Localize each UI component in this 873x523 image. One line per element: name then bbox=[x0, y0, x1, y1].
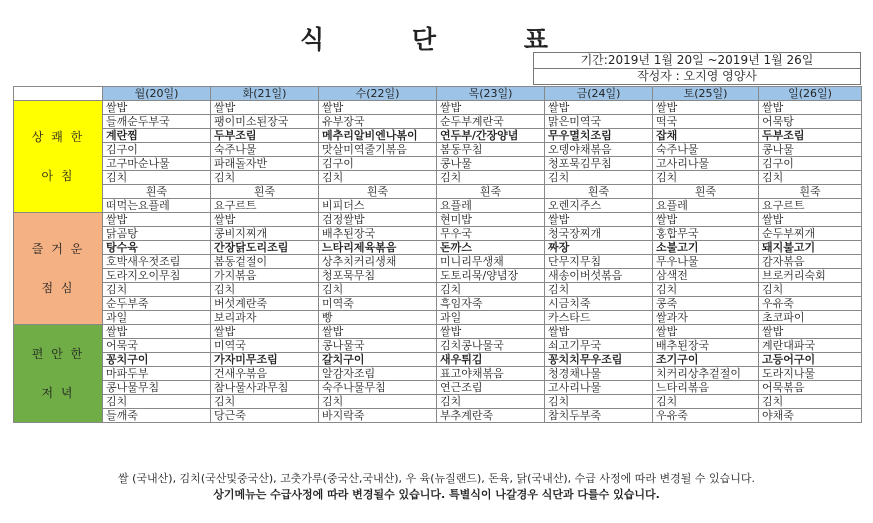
menu-cell: 어묵탕 bbox=[759, 115, 862, 129]
menu-cell: 도라지오이무침 bbox=[103, 269, 211, 283]
menu-cell: 유부장국 bbox=[319, 115, 437, 129]
menu-cell: 쌀밥 bbox=[759, 325, 862, 339]
dinner-menu-row bbox=[14, 367, 862, 381]
menu-cell: 두부조림 bbox=[759, 129, 862, 143]
menu-cell: 돈까스 bbox=[437, 241, 545, 255]
menu-cell: 김치 bbox=[759, 283, 862, 297]
menu-cell: 새우튀김 bbox=[437, 353, 545, 367]
porridge-cell: 버섯계란죽 bbox=[211, 297, 319, 311]
menu-cell: 갈치구이 bbox=[319, 353, 437, 367]
menu-cell: 돼지불고기 bbox=[759, 241, 862, 255]
lunch-porridge-row bbox=[14, 297, 862, 311]
snack-cell: 요구르트 bbox=[211, 199, 319, 213]
dinner-porridge-row bbox=[14, 409, 862, 423]
lunch-menu-row bbox=[14, 255, 862, 269]
lunch-snack-row bbox=[14, 311, 862, 325]
menu-cell: 쌀밥 bbox=[103, 213, 211, 227]
menu-cell: 봄동겉절이 bbox=[211, 255, 319, 269]
menu-cell: 청포묵무침 bbox=[319, 269, 437, 283]
menu-cell: 닭곰탕 bbox=[103, 227, 211, 241]
menu-cell: 쌀밥 bbox=[437, 101, 545, 115]
menu-cell: 김치 bbox=[759, 171, 862, 185]
menu-cell: 배추된장국 bbox=[653, 339, 759, 353]
menu-cell: 쌀밥 bbox=[211, 101, 319, 115]
menu-cell: 쌀밥 bbox=[653, 213, 759, 227]
menu-cell: 검정쌀밥 bbox=[319, 213, 437, 227]
day-header: 토(25일) bbox=[653, 87, 759, 101]
menu-cell: 김치 bbox=[437, 395, 545, 409]
menu-cell: 어묵볶음 bbox=[759, 381, 862, 395]
lunch-label bbox=[14, 213, 103, 325]
menu-cell: 팽이미소된장국 bbox=[211, 115, 319, 129]
menu-cell: 쌀밥 bbox=[103, 101, 211, 115]
menu-cell: 맛살미역줄기볶음 bbox=[319, 143, 437, 157]
menu-cell: 봄동무침 bbox=[437, 143, 545, 157]
menu-cell: 떡국 bbox=[653, 115, 759, 129]
porridge-cell: 바지락죽 bbox=[319, 409, 437, 423]
breakfast-menu-row bbox=[14, 129, 862, 143]
menu-cell: 고사리나물 bbox=[653, 157, 759, 171]
menu-cell: 쇠고기무국 bbox=[545, 339, 653, 353]
menu-cell: 쌀밥 bbox=[545, 213, 653, 227]
menu-cell: 김치 bbox=[211, 395, 319, 409]
porridge-cell: 야채죽 bbox=[759, 409, 862, 423]
menu-cell: 콩나물국 bbox=[319, 339, 437, 353]
menu-cell: 메추리알비엔나볶이 bbox=[319, 129, 437, 143]
menu-cell: 탕수육 bbox=[103, 241, 211, 255]
menu-cell: 파래돌자반 bbox=[211, 157, 319, 171]
menu-cell: 김치 bbox=[437, 283, 545, 297]
breakfast-menu-row bbox=[14, 143, 862, 157]
porridge-cell: 미역죽 bbox=[319, 297, 437, 311]
menu-cell: 김치 bbox=[545, 171, 653, 185]
breakfast-menu-row bbox=[14, 157, 862, 171]
menu-cell: 쌀밥 bbox=[759, 213, 862, 227]
snack-cell: 떠먹는요플레 bbox=[103, 199, 211, 213]
menu-cell: 배추된장국 bbox=[319, 227, 437, 241]
snack-cell: 카스타드 bbox=[545, 311, 653, 325]
menu-cell: 김치 bbox=[653, 171, 759, 185]
porridge-cell: 참치두부죽 bbox=[545, 409, 653, 423]
menu-cell: 청경채나물 bbox=[545, 367, 653, 381]
breakfast-porridge-row bbox=[14, 185, 862, 199]
author-text: 작성자 : 오지영 영양사 bbox=[534, 68, 860, 84]
menu-cell: 간장닭도리조림 bbox=[211, 241, 319, 255]
menu-cell: 김치 bbox=[545, 283, 653, 297]
menu-cell: 알감자조림 bbox=[319, 367, 437, 381]
porridge-cell: 우유죽 bbox=[759, 297, 862, 311]
menu-cell: 쌀밥 bbox=[103, 325, 211, 339]
menu-cell: 새송이버섯볶음 bbox=[545, 269, 653, 283]
menu-cell: 쌀밥 bbox=[211, 325, 319, 339]
title-char: 표 bbox=[523, 25, 550, 54]
menu-cell: 김구이 bbox=[319, 157, 437, 171]
menu-cell: 김치 bbox=[653, 283, 759, 297]
meal-label-line: 점 심 bbox=[41, 280, 75, 295]
menu-cell: 소불고기 bbox=[653, 241, 759, 255]
day-header: 목(23일) bbox=[437, 87, 545, 101]
porridge-cell: 흰죽 bbox=[437, 185, 545, 199]
menu-cell: 맑은미역국 bbox=[545, 115, 653, 129]
menu-cell: 단무지무침 bbox=[545, 255, 653, 269]
menu-cell: 느타리제육볶음 bbox=[319, 241, 437, 255]
menu-cell: 김치 bbox=[211, 171, 319, 185]
menu-cell: 고사리나물 bbox=[545, 381, 653, 395]
menu-cell: 김치 bbox=[437, 171, 545, 185]
menu-cell: 숙주나물무침 bbox=[319, 381, 437, 395]
menu-cell: 콩나물 bbox=[759, 143, 862, 157]
dinner-menu-row bbox=[14, 395, 862, 409]
menu-cell: 꽁치치무우조림 bbox=[545, 353, 653, 367]
menu-cell: 김구이 bbox=[103, 143, 211, 157]
menu-cell: 연두부/간장양념 bbox=[437, 129, 545, 143]
snack-cell: 비피더스 bbox=[319, 199, 437, 213]
menu-cell: 김구이 bbox=[759, 157, 862, 171]
menu-cell: 어묵국 bbox=[103, 339, 211, 353]
menu-meta-box bbox=[533, 52, 861, 85]
lunch-menu-row bbox=[14, 283, 862, 297]
menu-cell: 순두부계란국 bbox=[437, 115, 545, 129]
breakfast-menu-row bbox=[14, 101, 862, 115]
snack-cell: 오렌지주스 bbox=[545, 199, 653, 213]
menu-cell: 쌀밥 bbox=[545, 325, 653, 339]
day-header: 월(20일) bbox=[103, 87, 211, 101]
menu-cell: 쌀밥 bbox=[319, 325, 437, 339]
day-header: 수(22일) bbox=[319, 87, 437, 101]
porridge-cell: 흰죽 bbox=[545, 185, 653, 199]
porridge-cell: 순두부죽 bbox=[103, 297, 211, 311]
menu-cell: 마파두부 bbox=[103, 367, 211, 381]
dinner-menu-row bbox=[14, 353, 862, 367]
menu-cell: 쌀밥 bbox=[759, 101, 862, 115]
menu-cell: 고등어구이 bbox=[759, 353, 862, 367]
menu-cell: 도라지나물 bbox=[759, 367, 862, 381]
menu-cell: 김치 bbox=[211, 283, 319, 297]
menu-cell: 조기구이 bbox=[653, 353, 759, 367]
menu-cell: 청포묵김무침 bbox=[545, 157, 653, 171]
porridge-cell: 흰죽 bbox=[211, 185, 319, 199]
dinner-menu-row bbox=[14, 339, 862, 353]
porridge-cell: 시금치죽 bbox=[545, 297, 653, 311]
origin-footnote: 쌀 (국내산), 김치(국산및중국산), 고춧가루(중국산,국내산), 우 육(뉴질랜드), 돈육, 닭(국내산), 수급 사정에 따라 변경될 수 있습니다. bbox=[117, 472, 755, 485]
menu-cell: 꽁치구이 bbox=[103, 353, 211, 367]
porridge-cell: 우유죽 bbox=[653, 409, 759, 423]
dinner-menu-row bbox=[14, 381, 862, 395]
menu-cell: 김치콩나물국 bbox=[437, 339, 545, 353]
snack-cell: 보리과자 bbox=[211, 311, 319, 325]
menu-cell: 무우멸치조림 bbox=[545, 129, 653, 143]
snack-cell: 요구르트 bbox=[759, 199, 862, 213]
menu-cell: 청국장찌개 bbox=[545, 227, 653, 241]
menu-cell: 브로커리숙회 bbox=[759, 269, 862, 283]
menu-cell: 홍합무국 bbox=[653, 227, 759, 241]
menu-cell: 숙주나물 bbox=[211, 143, 319, 157]
menu-cell: 김치 bbox=[103, 283, 211, 297]
menu-cell: 쌀밥 bbox=[653, 325, 759, 339]
menu-cell: 김치 bbox=[319, 171, 437, 185]
menu-cell: 콩나물무침 bbox=[103, 381, 211, 395]
menu-cell: 치커리상추겉절이 bbox=[653, 367, 759, 381]
menu-cell: 숙주나물 bbox=[653, 143, 759, 157]
dinner-menu-row bbox=[14, 325, 862, 339]
day-header: 일(26일) bbox=[759, 87, 862, 101]
porridge-cell: 흑임자죽 bbox=[437, 297, 545, 311]
menu-cell: 김치 bbox=[545, 395, 653, 409]
menu-cell: 잡채 bbox=[653, 129, 759, 143]
menu-cell: 감자볶음 bbox=[759, 255, 862, 269]
menu-cell: 계란대파국 bbox=[759, 339, 862, 353]
menu-cell: 쌀밥 bbox=[211, 213, 319, 227]
snack-cell: 쌀과자 bbox=[653, 311, 759, 325]
menu-cell: 김치 bbox=[319, 395, 437, 409]
menu-cell: 표고야채볶음 bbox=[437, 367, 545, 381]
menu-cell: 쌀밥 bbox=[437, 325, 545, 339]
snack-cell: 빵 bbox=[319, 311, 437, 325]
menu-cell: 김치 bbox=[103, 395, 211, 409]
period-text: 기간:2019년 1월 20일 ~2019년 1월 26일 bbox=[580, 53, 814, 67]
breakfast-menu-row bbox=[14, 171, 862, 185]
porridge-cell: 흰죽 bbox=[103, 185, 211, 199]
menu-cell: 연근조림 bbox=[437, 381, 545, 395]
menu-cell: 참나물사과무침 bbox=[211, 381, 319, 395]
menu-cell: 삼색전 bbox=[653, 269, 759, 283]
porridge-cell: 콩죽 bbox=[653, 297, 759, 311]
breakfast-label bbox=[14, 101, 103, 213]
menu-cell: 고구마순나물 bbox=[103, 157, 211, 171]
meal-label-line: 아 침 bbox=[41, 168, 75, 183]
menu-cell: 순두부찌개 bbox=[759, 227, 862, 241]
porridge-cell: 흰죽 bbox=[653, 185, 759, 199]
snack-cell: 요플레 bbox=[437, 199, 545, 213]
snack-cell: 초코파이 bbox=[759, 311, 862, 325]
lunch-menu-row bbox=[14, 241, 862, 255]
menu-cell: 김치 bbox=[319, 283, 437, 297]
meal-label-line: 즐 거 운 bbox=[31, 241, 85, 256]
porridge-cell: 당근죽 bbox=[211, 409, 319, 423]
porridge-cell: 흰죽 bbox=[759, 185, 862, 199]
menu-cell: 쌀밥 bbox=[545, 101, 653, 115]
breakfast-menu-row bbox=[14, 115, 862, 129]
title-char: 식 bbox=[300, 25, 327, 54]
menu-cell: 도토리묵/양념장 bbox=[437, 269, 545, 283]
dinner-label bbox=[14, 325, 103, 423]
header-corner bbox=[14, 87, 103, 101]
lunch-menu-row bbox=[14, 269, 862, 283]
menu-cell: 쌀밥 bbox=[319, 101, 437, 115]
menu-cell: 호박새우젓조림 bbox=[103, 255, 211, 269]
snack-cell: 요플레 bbox=[653, 199, 759, 213]
menu-cell: 계란찜 bbox=[103, 129, 211, 143]
menu-cell: 미역국 bbox=[211, 339, 319, 353]
porridge-cell: 들깨죽 bbox=[103, 409, 211, 423]
breakfast-snack-row bbox=[14, 199, 862, 213]
menu-cell: 무우나물 bbox=[653, 255, 759, 269]
porridge-cell: 부추계란죽 bbox=[437, 409, 545, 423]
menu-cell: 콩비지찌개 bbox=[211, 227, 319, 241]
menu-cell: 현미밥 bbox=[437, 213, 545, 227]
menu-cell: 가자미무조림 bbox=[211, 353, 319, 367]
day-header: 금(24일) bbox=[545, 87, 653, 101]
menu-cell: 오뎅야채볶음 bbox=[545, 143, 653, 157]
menu-cell: 콩나물 bbox=[437, 157, 545, 171]
menu-cell: 상추치커리생채 bbox=[319, 255, 437, 269]
meal-label-line: 저 녁 bbox=[41, 385, 75, 400]
menu-cell: 무우국 bbox=[437, 227, 545, 241]
menu-cell: 가지볶음 bbox=[211, 269, 319, 283]
menu-cell: 건새우볶음 bbox=[211, 367, 319, 381]
notice-footnote: 상기메뉴는 수급사정에 따라 변경될수 있습니다. 특별식이 나갈경우 식단과 다를수 있습니다. bbox=[213, 488, 660, 501]
menu-cell: 김치 bbox=[653, 395, 759, 409]
lunch-menu-row bbox=[14, 213, 862, 227]
snack-cell: 과일 bbox=[437, 311, 545, 325]
meal-label-line: 상 쾌 한 bbox=[31, 129, 85, 144]
title-char: 단 bbox=[411, 25, 439, 54]
day-header: 화(21일) bbox=[211, 87, 319, 101]
snack-cell: 과일 bbox=[103, 311, 211, 325]
menu-cell: 들깨순두부국 bbox=[103, 115, 211, 129]
menu-cell: 김치 bbox=[103, 171, 211, 185]
menu-cell: 쌀밥 bbox=[653, 101, 759, 115]
menu-cell: 김치 bbox=[759, 395, 862, 409]
lunch-menu-row bbox=[14, 227, 862, 241]
menu-cell: 느타리볶음 bbox=[653, 381, 759, 395]
porridge-cell: 흰죽 bbox=[319, 185, 437, 199]
menu-cell: 미니리무생채 bbox=[437, 255, 545, 269]
page-title bbox=[300, 18, 550, 58]
menu-table bbox=[13, 86, 862, 423]
meal-label-line: 편 안 한 bbox=[31, 346, 85, 361]
day-header-row bbox=[14, 87, 862, 101]
menu-cell: 짜장 bbox=[545, 241, 653, 255]
menu-cell: 두부조림 bbox=[211, 129, 319, 143]
